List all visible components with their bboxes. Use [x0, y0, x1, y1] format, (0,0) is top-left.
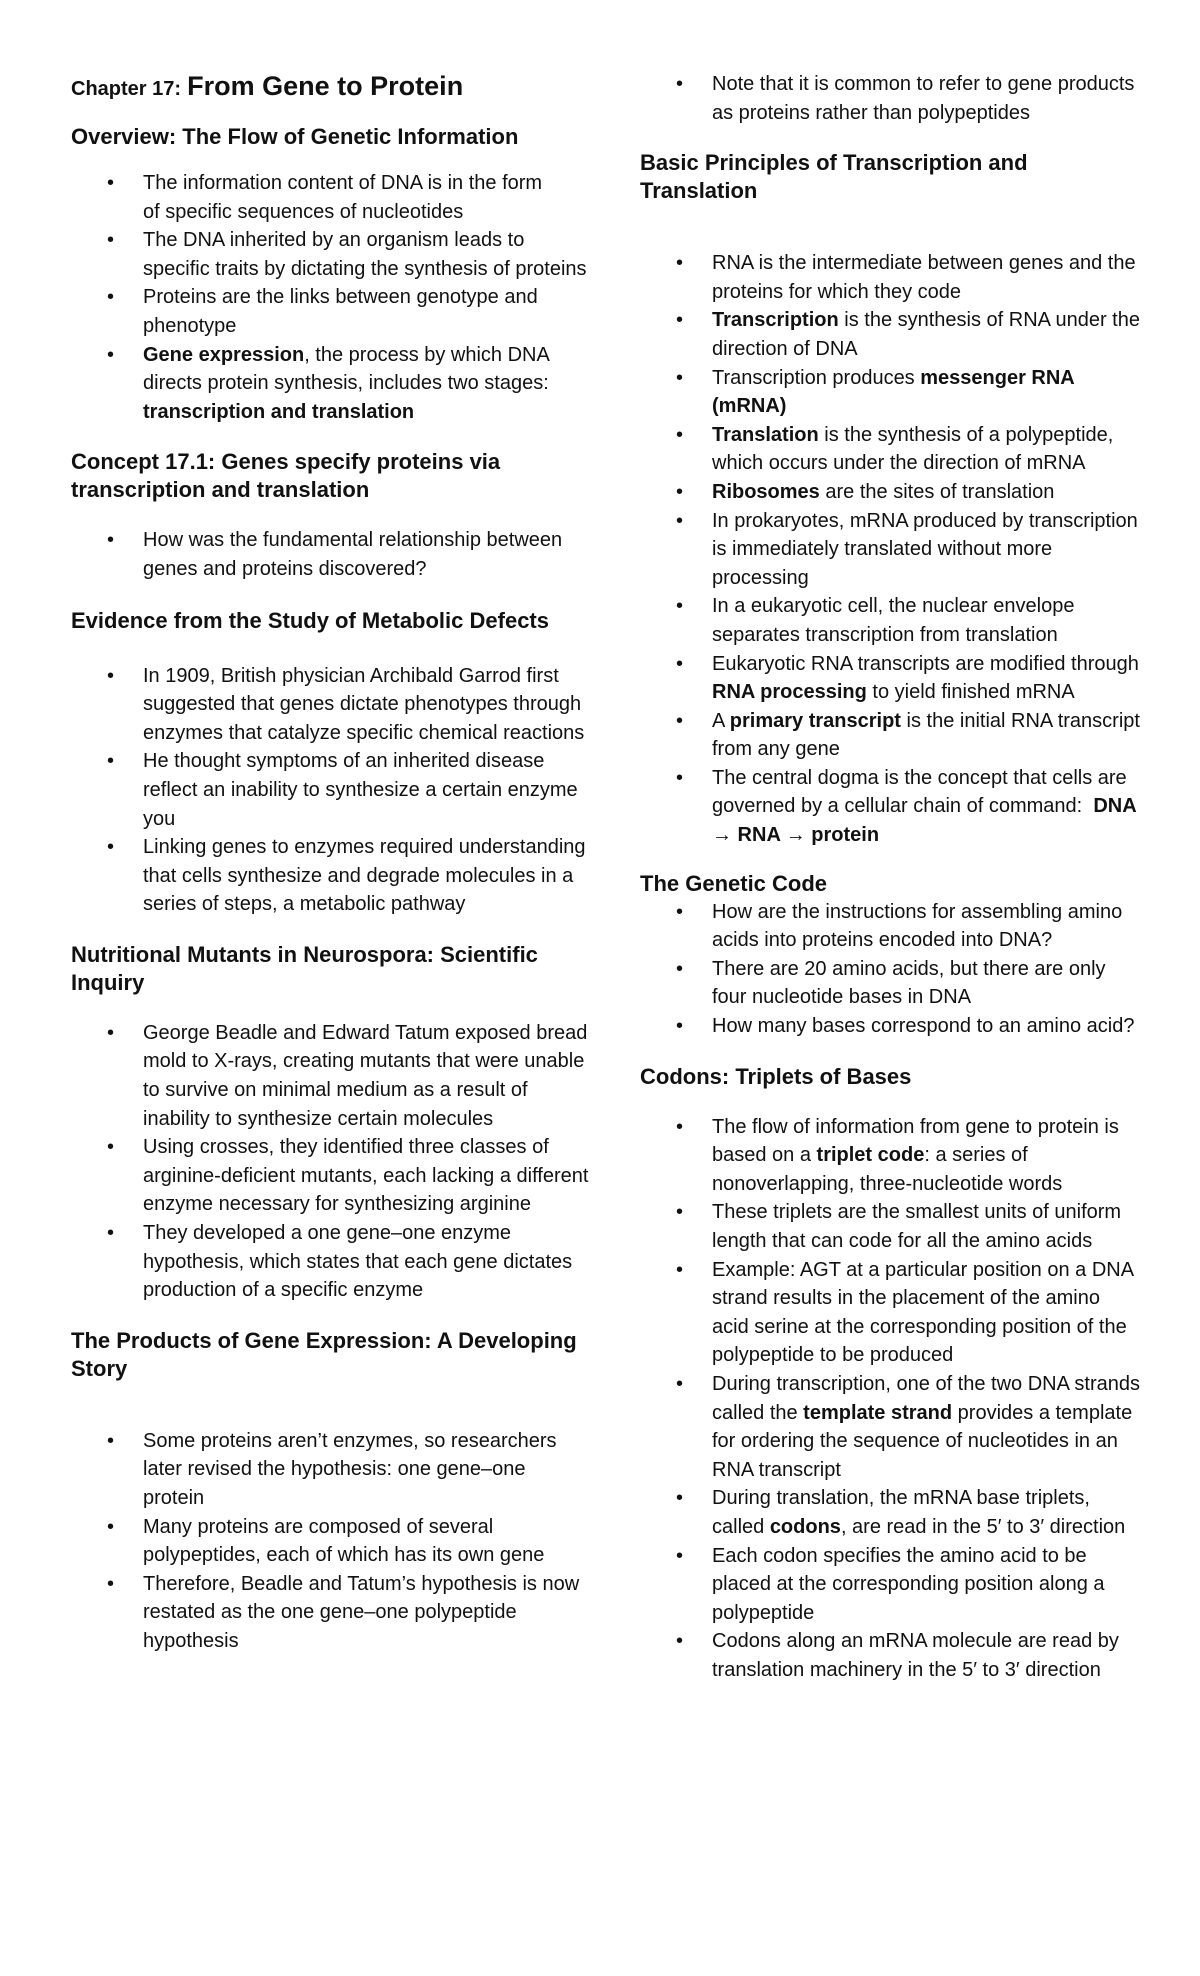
bold-term: transcription and translation — [143, 400, 415, 423]
bullet-item: • He thought symptoms of an inherited disease reflect an inability to synthesize a certain enzyme you — [71, 747, 591, 833]
bullet-item — [640, 764, 1140, 850]
bold-term: codons — [769, 1515, 841, 1538]
bullet-item — [640, 1484, 1140, 1541]
left-column — [71, 70, 591, 1656]
section-heading: Overview: The Flow of Genetic Information — [71, 124, 519, 149]
bullet-item: • Using crosses, they identified three classes of arginine-deficient mutants, each lacking a different enzyme necessary for synthesizing arginine — [71, 1133, 591, 1219]
bullet-text: During transcription, one of the two DNA strands called the — [712, 1372, 1140, 1424]
bullet-item: • Some proteins aren’t enzymes, so researchers later revised the hypothesis: one gene–one protein — [71, 1427, 591, 1513]
bold-term: template strand — [803, 1401, 953, 1424]
chapter-title — [71, 70, 591, 105]
bullet-list — [71, 662, 591, 919]
section-heading: The Products of Gene Expression: A Developing Story — [71, 1327, 577, 1381]
bullet-item — [640, 1113, 1140, 1199]
right-column — [640, 70, 1140, 1685]
bold-term: RNA processing — [712, 681, 867, 704]
bullet-text: , are read in the 5′ to 3′ direction — [840, 1515, 1126, 1538]
bullet-list — [71, 1427, 591, 1656]
section-concept-17-1 — [71, 448, 591, 583]
bullet-item: • Note that it is common to refer to gene products as proteins rather than polypeptides — [640, 70, 1140, 127]
bold-term: Ribosomes — [712, 480, 820, 503]
bullet-item: • Therefore, Beadle and Tatum’s hypothesis is now restated as the one gene–one polypeptide hypothesis — [71, 1570, 591, 1656]
bullet-item: • Linking genes to enzymes required understanding that cells synthesize and degrade molecules in a series of steps, a metabolic pathway — [71, 833, 591, 919]
bullet-line-1: The information content of DNA is in the form — [143, 172, 543, 194]
chapter-label: Chapter 17: — [71, 78, 182, 100]
bullet-item — [640, 1370, 1140, 1484]
bullet-list — [71, 1019, 591, 1305]
section-note — [640, 70, 1140, 127]
bullet-text: is the synthesis of a polypeptide, which occurs under the direction of mRNA — [712, 423, 1114, 475]
section-heading: Nutritional Mutants in Neurospora: Scientific Inquiry — [71, 941, 538, 995]
section-heading: Concept 17.1: Genes specify proteins via transcription and translation — [71, 449, 501, 503]
bullet-text: is the initial RNA transcript from any gene — [712, 709, 1140, 761]
bullet-item — [640, 421, 1140, 478]
bullet-item: • Proteins are the links between genotype and phenotype — [71, 283, 591, 340]
bullet-item — [640, 478, 1140, 507]
section-overview — [71, 123, 591, 426]
bullet-text: provides a template for ordering the sequence of nucleotides in an RNA transcript — [712, 1401, 1133, 1481]
bullet-text: Eukaryotic RNA transcripts are modified through — [712, 652, 1139, 675]
section-heading: The Genetic Code — [640, 870, 828, 896]
bullet-list — [71, 526, 591, 583]
bullet-text: During translation, the mRNA base triplets, called — [712, 1487, 1090, 1538]
bullet-item: • How are the instructions for assembling amino acids into proteins encoded into DNA? — [640, 898, 1140, 955]
bullet-item — [640, 707, 1140, 764]
bullet-item: • These triplets are the smallest units of uniform length that can code for all the amino acids — [640, 1198, 1140, 1255]
bullet-text: , the process by which DNA directs protein synthesis, includes two stages: — [143, 343, 549, 395]
bullet-item: • Codons along an mRNA molecule are read by translation machinery in the 5′ to 3′ direction — [640, 1627, 1140, 1684]
bullet-item: • How was the fundamental relationship between genes and proteins discovered? — [71, 526, 591, 583]
bullet-text: is the synthesis of RNA under the direction of DNA — [712, 309, 1140, 360]
section-basic-principles — [640, 149, 1140, 849]
bullet-item — [640, 650, 1140, 707]
bullet-item: • Many proteins are composed of several polypeptides, each of which has its own gene — [71, 1513, 591, 1570]
bullet-text: The flow of information from gene to protein is based on a — [712, 1115, 1119, 1167]
bullet-item: • In prokaryotes, mRNA produced by transcription is immediately translated without more processing — [640, 507, 1140, 593]
bold-term: Translation — [712, 423, 819, 446]
bullet-list — [640, 1113, 1140, 1685]
bullet-item: • How many bases correspond to an amino acid? — [640, 1012, 1140, 1041]
bold-term: triplet code — [816, 1144, 925, 1167]
bullet-list — [640, 898, 1140, 1041]
section-neurospora — [71, 941, 591, 1305]
bullet-list — [640, 70, 1140, 127]
bullet-item: • The DNA inherited by an organism leads to specific traits by dictating the synthesis of proteins — [71, 226, 591, 283]
section-metabolic-defects — [71, 606, 591, 919]
bullet-item: • There are 20 amino acids, but there are only four nucleotide bases in DNA — [640, 955, 1140, 1012]
section-genetic-code — [640, 870, 1140, 1041]
bullet-item: • In 1909, British physician Archibald Garrod first suggested that genes dictate phenotypes through enzymes that catalyze specific chemical reactions — [71, 662, 591, 748]
bold-term: primary transcript — [729, 709, 901, 732]
bullet-item — [640, 306, 1140, 363]
bold-term: Transcription — [712, 309, 839, 332]
bullet-text: A — [712, 709, 730, 732]
chapter-name: From Gene to Protein — [187, 71, 464, 101]
bullet-item: • Each codon specifies the amino acid to be placed at the corresponding position along a polypeptide — [640, 1542, 1140, 1628]
bullet-item: • Example: AGT at a particular position on a DNA strand results in the placement of the amino acid serine at the corresponding position of the polypeptide to be produced — [640, 1256, 1140, 1370]
bullet-text: Transcription produces — [712, 366, 921, 389]
bullet-item — [71, 341, 591, 427]
bullet-text: : a series of nonoverlapping, three-nucleotide words — [712, 1144, 1063, 1195]
bullet-text: The central dogma is the concept that cells are governed by a cellular chain of command: — [712, 766, 1133, 818]
bullet-list — [640, 249, 1140, 849]
bullet-item: • George Beadle and Edward Tatum exposed bread mold to X-rays, creating mutants that were unable to survive on minimal medium as a result of inability to synthesize certain molecules — [71, 1019, 591, 1133]
bullet-line-2: of specific sequences of nucleotides — [143, 200, 464, 223]
section-codons — [640, 1063, 1140, 1685]
bullet-item — [640, 364, 1140, 421]
bold-term: messenger RNA (mRNA) — [712, 366, 1075, 418]
section-heading: Evidence from the Study of Metabolic Defects — [71, 607, 549, 633]
bullet-text: to yield finished mRNA — [866, 681, 1075, 704]
bullet-text: are the sites of translation — [819, 480, 1055, 503]
bullet-item — [71, 169, 591, 226]
bold-term: Gene expression — [143, 343, 305, 366]
bullet-item: • RNA is the intermediate between genes and the proteins for which they code — [640, 249, 1140, 306]
bullet-list — [71, 169, 591, 426]
bullet-item: • They developed a one gene–one enzyme hypothesis, which states that each gene dictates production of a specific enzyme — [71, 1219, 591, 1305]
section-heading: Basic Principles of Transcription and Translation — [640, 150, 1028, 204]
bullet-item: • In a eukaryotic cell, the nuclear envelope separates transcription from translation — [640, 592, 1140, 649]
section-heading: Codons: Triplets of Bases — [640, 1063, 912, 1089]
section-gene-expression-products — [71, 1327, 591, 1656]
bold-term: DNA → RNA → protein — [712, 795, 1136, 847]
